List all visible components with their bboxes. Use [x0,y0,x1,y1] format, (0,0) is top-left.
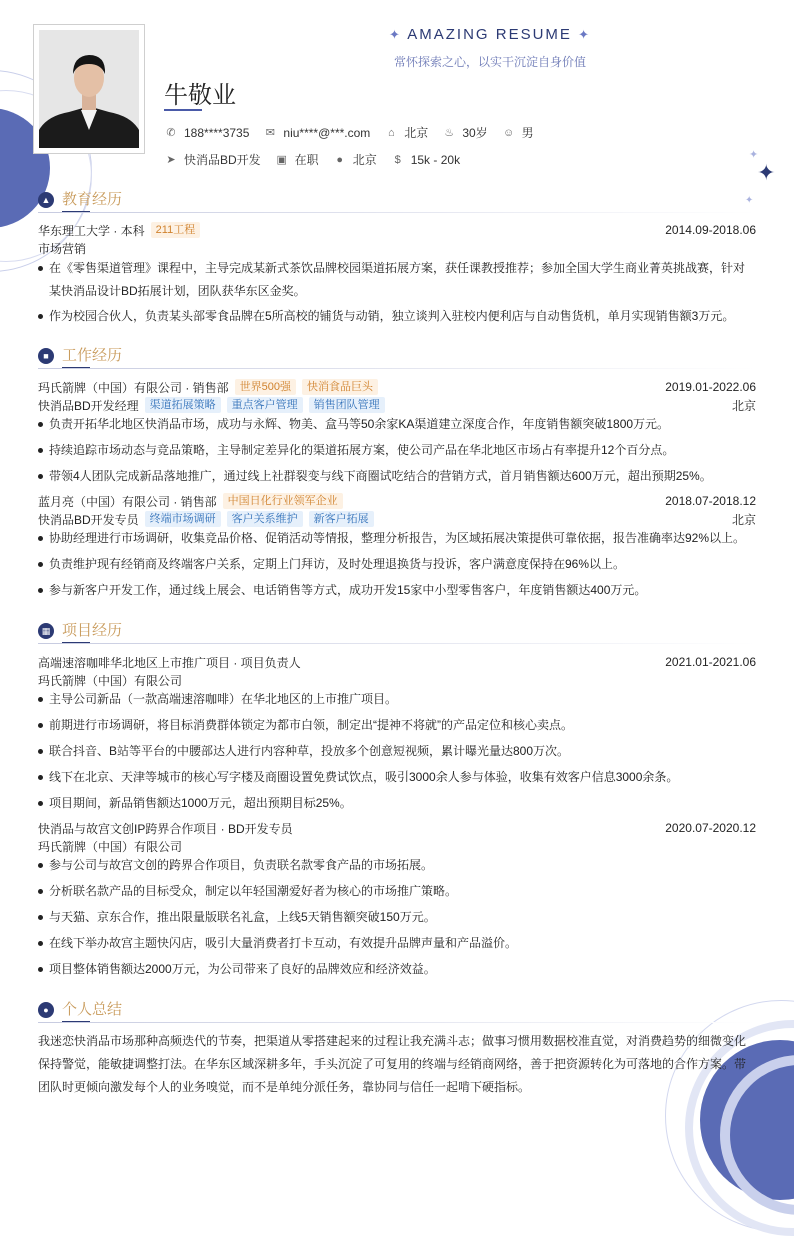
project-bullet: 主导公司新品（一款高端速溶咖啡）在华北地区的上市推广项目。 [38,688,756,711]
section-project-header [38,618,756,644]
send-icon: ➤ [166,154,176,166]
project-bullet: 线下在北京、天津等城市的核心写字楼及商圈设置免费试饮点，吸引3000余人参与体验，收集有效客户信息3000余条。 [38,766,756,789]
project-org-row [38,671,756,689]
company-tag: 世界500强 [235,379,296,395]
project-title: 快消品与故宫文创IP跨界合作项目 · BD开发专员 [38,821,293,836]
company-tag: 快消食品巨头 [302,379,378,395]
work-bullet: 带领4人团队完成新品落地推广，通过线上社群裂变与线下商圈试吃结合的营销方式，首月销售额达600万元，超出预期25%。 [38,465,756,488]
education-row [38,221,756,239]
project-bullet: 在线下举办故宫主题快闪店，吸引大量消费者打卡互动，有效提升品牌声量和产品溢价。 [38,932,756,955]
section-work-header [38,343,756,369]
project-title-row [38,819,756,837]
project-bullet: 与天猫、京东合作，推出限量版联名礼盒，上线5天销售额突破150万元。 [38,906,756,929]
age: 30岁 [462,126,488,140]
profile-photo-frame [33,24,145,154]
gender: 男 [521,126,534,140]
work-date: 2019.01-2022.06 [665,380,756,394]
graduation-cap-icon: ▲ [38,192,54,208]
project-bullet: 参与公司与故宫文创的跨界合作项目，负责联名款零食产品的市场拓展。 [38,854,756,877]
project-bullet: 项目期间，新品销售额达1000万元，超出预期目标25%。 [38,792,756,815]
project-bullet: 项目整体销售额达2000万元，为公司带来了良好的品牌效应和经济效益。 [38,958,756,981]
education-bullet: 作为校园合伙人，负责某头部零食品牌在5所高校的铺货与动销，独立谈判入驻校内便利店与自动售货机，单月实现销售额3万元。 [38,305,756,328]
city: 北京 [404,126,429,140]
sparkle-icon: ✦ [578,27,591,42]
briefcase-icon: ▣ [276,154,287,166]
project-org-row [38,837,756,855]
email: niu****@***.com [283,125,371,140]
company-name: 蓝月亮（中国）有限公司 · 销售部 [38,494,217,509]
section-title: 个人总结 [62,1001,123,1018]
contact-info-row [164,124,548,141]
project-bullet: 前期进行市场调研，将目标消费群体锁定为都市白领，制定出“提神不将就”的产品定位和核心卖点。 [38,714,756,737]
work-bullet: 协助经理进行市场调研，收集竞品价格、促销活动等情报，整理分析报告，为区域拓展决策提供可靠依据，报告准确率达92%以上。 [38,527,756,550]
skill-tag: 渠道拓展策略 [145,397,221,413]
education-date: 2014.09-2018.06 [665,223,756,237]
project-date: 2020.07-2020.12 [665,821,756,835]
phone-icon: ✆ [166,127,176,139]
work-bullet: 参与新客户开发工作，通过线上展会、电话销售等方式，成功开发15家中小型零售客户，年度销售额达400万元。 [38,579,756,602]
gender-icon: ☺ [503,126,515,139]
major-row [38,239,756,257]
sparkle-icon: ✦ [757,160,776,185]
cake-icon: ♨ [444,127,455,139]
user-icon: ● [38,1002,54,1018]
job-role: 快消品BD开发经理 [38,398,139,413]
section-divider [38,643,756,644]
sparkle-icon: ✦ [749,149,759,161]
salary: 15k - 20k [410,152,461,167]
section-divider [38,1022,756,1023]
project-title: 高端速溶咖啡华北地区上市推广项目 · 项目负责人 [38,655,301,670]
work-role-row [38,396,756,414]
candidate-name: 牛敬业 [164,82,236,109]
slogan: 常怀探索之心，以实干沉淀自身价值 [393,55,586,69]
education-bullet: 在《零售渠道管理》课程中，主导完成某新式茶饮品牌校园渠道拓展方案，获任课教授推荐；参加全国大学生商业菁英挑战赛，针对某快消品设计BD拓展计划，团队获华东区金奖。 [38,257,756,303]
skill-tag: 新客户拓展 [309,511,374,527]
work-bullet: 负责维护现有经销商及终端客户关系，定期上门拜访，及时处理退换货与投诉，客户满意度保持在96%以上。 [38,553,756,576]
section-title: 工作经历 [62,347,123,364]
work-company-row [38,492,756,510]
project-org: 玛氏箭牌（中国）有限公司 [38,673,183,688]
section-divider [38,368,756,369]
location-pin-icon: ● [336,153,344,166]
summary-text: 我迷恋快消品市场那种高频迭代的节奏，把渠道从零搭建起来的过程让我充满斗志；做事习惯用数据校准直觉，对消费趋势的细微变化保持警觉，能敏捷调整打法。在华东区域深耕多年，手头沉淀了可复用的终端与经销商网络，善于把资源转化为可落地的合作方案。带团队时更倾向激发每个人的业务嗅觉，而不是单纯分派任务，靠协同与信任一起啃下硬指标。 [38,1034,747,1094]
work-company-row [38,378,756,396]
section-title: 项目经历 [62,622,123,639]
major: 市场营销 [38,241,87,256]
briefcase-icon: ■ [38,348,54,364]
mail-icon: ✉ [265,127,276,139]
project-bullet: 分析联名款产品的目标受众，制定以年轻国潮爱好者为核心的市场推广策略。 [38,880,756,903]
job-role: 快消品BD开发专员 [38,512,139,527]
school-name: 华东理工大学 · 本科 [38,223,145,238]
target-location: 北京 [352,153,377,167]
portrait-image [39,30,139,148]
work-location: 北京 [731,398,756,413]
company-name: 玛氏箭牌（中国）有限公司 · 销售部 [38,380,229,395]
brand-title [380,26,600,43]
section-divider [38,212,756,213]
phone: 188****3735 [184,125,250,140]
skill-tag: 重点客户管理 [227,397,303,413]
company-tag: 中国日化行业领军企业 [223,493,343,509]
skill-tag: 客户关系维护 [227,511,303,527]
work-bullet: 负责开拓华北地区快消品市场，成功与永辉、物美、盒马等50余家KA渠道建立深度合作，年度销售额突破1800万元。 [38,413,756,436]
skill-tag: 终端市场调研 [145,511,221,527]
sparkle-icon: ✦ [745,195,754,206]
project-date: 2021.01-2021.06 [665,655,756,669]
work-location: 北京 [731,512,756,527]
home-icon: ⌂ [387,126,395,139]
grid-icon: ▦ [38,623,54,639]
school-tag: 211工程 [151,222,201,238]
job-intent-row [164,151,474,168]
job-status: 在职 [294,153,319,167]
sparkle-icon: ✦ [388,27,402,42]
project-bullet: 联合抖音、B站等平台的中腰部达人进行内容种草，投放多个创意短视频，累计曝光量达800万次。 [38,740,756,763]
project-org: 玛氏箭牌（中国）有限公司 [38,839,183,854]
section-summary-header [38,997,756,1023]
salary-icon: $ [394,153,401,166]
section-education-header [38,187,756,213]
name-underline [164,109,202,111]
skill-tag: 销售团队管理 [309,397,385,413]
section-title: 教育经历 [62,191,123,208]
work-date: 2018.07-2018.12 [665,494,756,508]
project-title-row [38,653,756,671]
brand-text: AMAZING RESUME [407,26,572,43]
work-bullet: 持续追踪市场动态与竞品策略，主导制定差异化的渠道拓展方案，使公司产品在华北地区市场占有率提升12个百分点。 [38,439,756,462]
profile-photo [39,30,139,148]
work-role-row [38,510,756,528]
target-position: 快消品BD开发 [184,153,261,167]
